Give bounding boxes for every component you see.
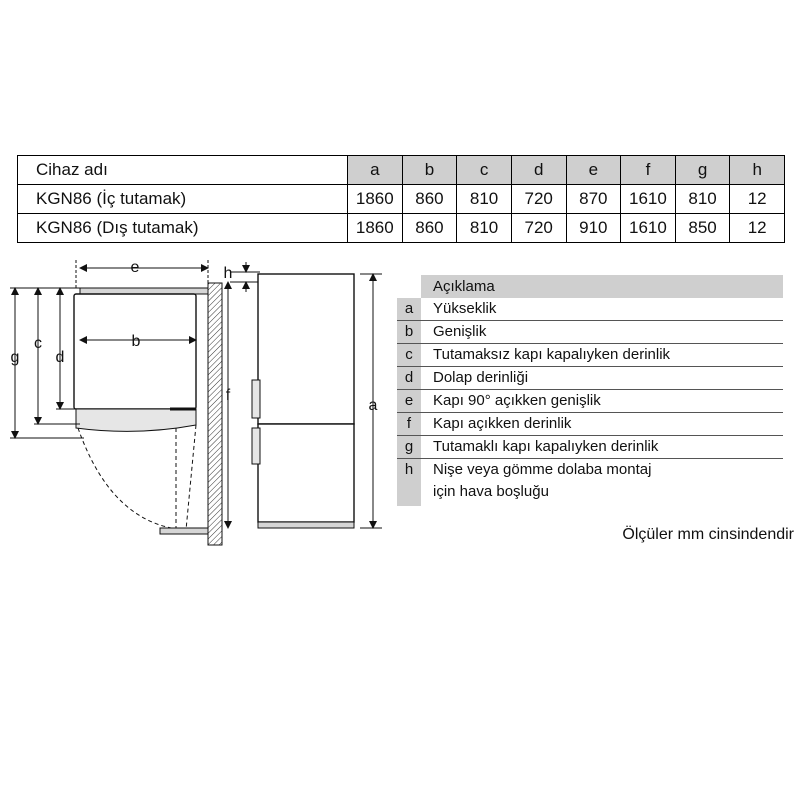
legend-key: c — [397, 344, 421, 366]
units-note: Ölçüler mm cinsindendir — [622, 526, 794, 543]
legend-item — [397, 390, 783, 413]
table-header-cell: f — [621, 156, 676, 185]
dim-label-a: a — [368, 397, 378, 414]
value-cell: 1610 — [621, 214, 676, 243]
dimensions-table — [17, 155, 785, 243]
legend-text-block — [421, 459, 651, 506]
table-row — [18, 214, 785, 243]
legend-text-line2: için hava boşluğu — [433, 483, 549, 500]
table-header-cell: a — [348, 156, 403, 185]
dim-label-g: g — [10, 349, 20, 366]
legend-text: Kapı 90° açıkken genişlik — [433, 392, 601, 409]
value-cell: 870 — [566, 185, 621, 214]
value-cell: 860 — [402, 185, 457, 214]
table-header-cell: h — [730, 156, 785, 185]
legend-item — [397, 298, 783, 321]
fridge-dimension-drawing — [0, 252, 400, 552]
legend-key: e — [397, 390, 421, 412]
legend-key: b — [397, 321, 421, 343]
table-header-cell: g — [675, 156, 730, 185]
value-cell: 810 — [675, 185, 730, 214]
value-cell: 12 — [730, 214, 785, 243]
legend-text: Tutamaklı kapı kapalıyken derinlik — [433, 438, 659, 455]
dim-label-c: c — [34, 335, 42, 352]
legend-key: h — [397, 459, 421, 506]
table-header-row — [18, 156, 785, 185]
legend-text: Nişe veya gömme dolaba montaj — [433, 461, 652, 478]
legend-text: Genişlik — [433, 323, 487, 340]
value-cell: 910 — [566, 214, 621, 243]
fridge-top-view — [74, 288, 208, 534]
value-cell: 720 — [511, 185, 566, 214]
value-cell: 810 — [457, 185, 512, 214]
dim-label-h: h — [223, 265, 233, 282]
legend — [397, 275, 783, 506]
legend-text: Tutamaksız kapı kapalıyken derinlik — [433, 346, 671, 363]
value-cell: 860 — [402, 214, 457, 243]
legend-text: Kapı açıkken derinlik — [433, 415, 572, 432]
table-header-cell: d — [511, 156, 566, 185]
fridge-front-view — [252, 274, 354, 528]
wall-outline — [208, 283, 222, 545]
value-cell: 850 — [675, 214, 730, 243]
legend-key: a — [397, 298, 421, 320]
legend-item — [397, 321, 783, 344]
value-cell: 720 — [511, 214, 566, 243]
table-header-cell: e — [566, 156, 621, 185]
legend-text: Dolap derinliği — [433, 369, 529, 386]
device-name-cell: KGN86 (İç tutamak) — [18, 185, 348, 214]
dim-label-d: d — [55, 349, 65, 366]
legend-key: f — [397, 413, 421, 435]
dim-label-f: f — [225, 387, 231, 404]
legend-key: g — [397, 436, 421, 458]
table-header-cell: c — [457, 156, 512, 185]
legend-key: d — [397, 367, 421, 389]
value-cell: 1860 — [348, 185, 403, 214]
legend-item — [397, 344, 783, 367]
legend-text: Yükseklik — [433, 300, 497, 317]
table-row — [18, 185, 785, 214]
legend-item — [397, 413, 783, 436]
table-header-cell: b — [402, 156, 457, 185]
value-cell: 1860 — [348, 214, 403, 243]
legend-item — [397, 436, 783, 459]
dim-label-b: b — [131, 333, 141, 350]
legend-item — [397, 459, 783, 506]
value-cell: 1610 — [621, 185, 676, 214]
table-header-cell: Cihaz adı — [18, 156, 348, 185]
value-cell: 12 — [730, 185, 785, 214]
legend-title: Açıklama — [421, 275, 783, 298]
device-name-cell: KGN86 (Dış tutamak) — [18, 214, 348, 243]
dim-label-e: e — [130, 259, 140, 276]
legend-item — [397, 367, 783, 390]
value-cell: 810 — [457, 214, 512, 243]
